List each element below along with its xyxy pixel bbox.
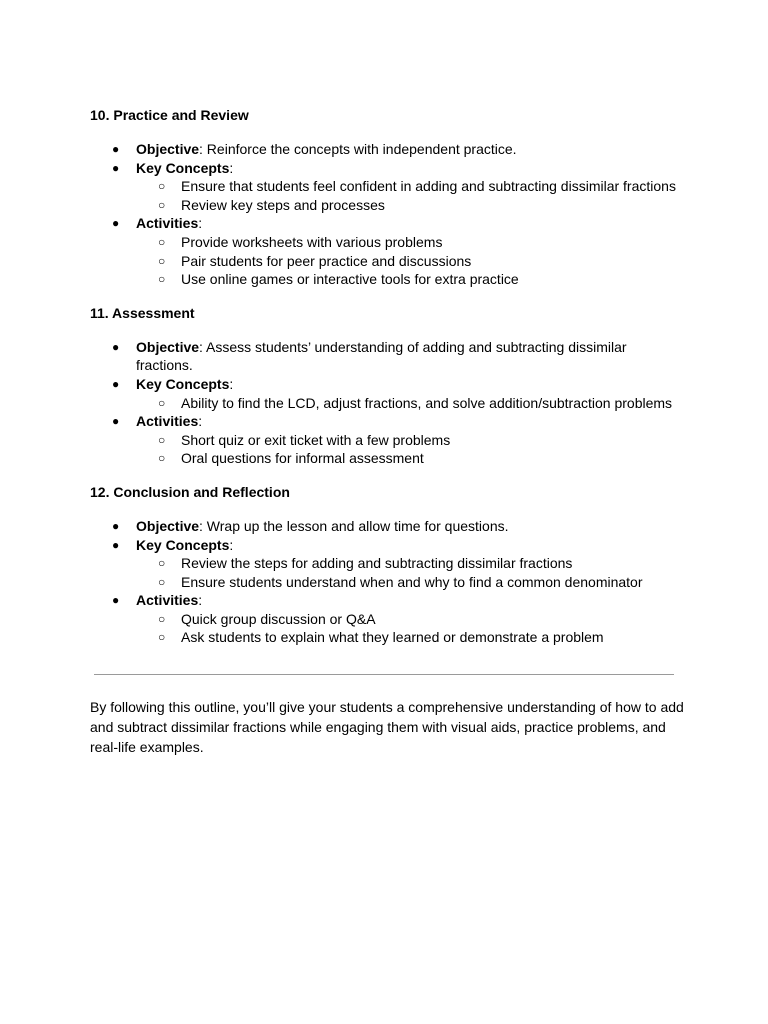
list-item: ○ Pair students for peer practice and discussions — [158, 252, 472, 269]
bullet-list — [90, 140, 678, 289]
closing-paragraph: By following this outline, you’ll give your students a comprehensive understanding of how to add and subtract dissimilar fractions while engaging them with visual aids, practice problems, and real-life examples. — [90, 699, 684, 756]
sub-list — [136, 177, 678, 214]
activities-label: Activities — [136, 413, 199, 430]
list-item-activities: ● Activities: ○ Quick group discussion or Q&A ○ Ask students to explain what they learned or demonstrate a problem — [90, 591, 678, 647]
activities-label: Activities — [136, 215, 199, 232]
bullet-list — [90, 338, 678, 468]
bullet-circle-icon: ○ — [158, 451, 166, 466]
section-heading: 11. Assessment — [90, 304, 195, 321]
list-item: ○ Short quiz or exit ticket with a few problems — [158, 431, 451, 448]
bullet-circle-icon: ○ — [158, 395, 166, 410]
objective-text: : Reinforce the concepts with independent practice. — [199, 141, 517, 157]
list-item: ○ Ensure students understand when and why to find a common denominator — [158, 573, 643, 590]
bullet-disc-icon: ● — [112, 160, 120, 175]
list-item: ○ Ask students to explain what they learned or demonstrate a problem — [158, 629, 604, 646]
section-heading: 12. Conclusion and Reflection — [90, 483, 290, 500]
sub-list — [136, 610, 678, 647]
objective-label: Objective — [136, 338, 200, 355]
key-concepts-label: Key Concepts — [136, 375, 230, 392]
activities-label: Activities — [136, 592, 199, 609]
bullet-circle-icon: ○ — [158, 432, 166, 447]
list-item: ○ Ability to find the LCD, adjust fractions, and solve addition/subtraction problems — [158, 394, 673, 411]
bullet-disc-icon: ● — [112, 142, 120, 156]
list-item-objective — [90, 517, 678, 536]
section-practice-review — [90, 105, 678, 289]
list-item-key-concepts: ● Key Concepts: ○ Review the steps for adding and subtracting dissimilar fractions ○ Ensure students understand when and why to find a common denominator — [90, 536, 678, 592]
section-conclusion-reflection — [90, 482, 678, 647]
sub-list — [136, 233, 678, 289]
bullet-disc-icon: ● — [112, 376, 120, 391]
bullet-circle-icon: ○ — [158, 234, 166, 249]
list-item: ○ Review the steps for adding and subtracting dissimilar fractions — [158, 555, 573, 572]
list-item-objective — [90, 140, 678, 159]
list-item-objective — [90, 338, 678, 375]
list-item-activities: ● Activities: ○ Provide worksheets with various problems ○ Pair students for peer practice and discussions ○ Use online games or interactive tools for extra practice — [90, 214, 678, 288]
bullet-disc-icon: ● — [112, 537, 120, 552]
bullet-circle-icon: ○ — [158, 556, 166, 571]
objective-label: Objective — [136, 517, 200, 534]
bullet-circle-icon: ○ — [158, 197, 166, 212]
section-assessment — [90, 303, 678, 468]
list-item: ○ Review key steps and processes — [158, 196, 385, 213]
bullet-circle-icon: ○ — [158, 574, 166, 589]
objective-text: : Assess students’ understanding of adding and subtracting dissimilar fractions. — [136, 338, 627, 374]
bullet-circle-icon: ○ — [158, 630, 166, 645]
objective-label: Objective — [136, 141, 200, 157]
bullet-circle-icon: ○ — [158, 272, 166, 287]
bullet-disc-icon: ● — [112, 339, 120, 354]
bullet-circle-icon: ○ — [158, 611, 166, 626]
list-item: ○ Provide worksheets with various problems — [158, 233, 443, 250]
bullet-disc-icon: ● — [112, 216, 120, 231]
bullet-disc-icon: ● — [112, 593, 120, 608]
list-item-key-concepts: ● Key Concepts: ○ Ensure that students feel confident in adding and subtracting dissimilar fractions ○ Review key steps and processes — [90, 159, 678, 215]
bullet-disc-icon: ● — [112, 414, 120, 429]
list-item-key-concepts: ● Key Concepts: ○ Ability to find the LCD, adjust fractions, and solve addition/subtraction problems — [90, 375, 678, 412]
key-concepts-label: Key Concepts — [136, 536, 230, 553]
horizontal-divider — [94, 674, 674, 675]
sub-list — [136, 554, 678, 591]
objective-text: : Wrap up the lesson and allow time for questions. — [199, 517, 509, 534]
document-page — [90, 105, 684, 757]
bullet-circle-icon: ○ — [158, 179, 166, 194]
bullet-disc-icon: ● — [112, 518, 120, 533]
list-item: ○ Ensure that students feel confident in adding and subtracting dissimilar fractions — [158, 178, 676, 195]
key-concepts-label: Key Concepts — [136, 159, 230, 176]
list-item: ○ Oral questions for informal assessment — [158, 450, 424, 467]
sub-list — [136, 394, 678, 413]
bullet-list — [90, 517, 678, 647]
sub-list — [136, 431, 678, 468]
section-heading: 10. Practice and Review — [90, 107, 249, 123]
list-item: ○ Quick group discussion or Q&A — [158, 610, 376, 627]
bullet-circle-icon: ○ — [158, 253, 166, 268]
list-item: ○ Use online games or interactive tools for extra practice — [158, 271, 519, 288]
list-item-activities: ● Activities: ○ Short quiz or exit ticket with a few problems ○ Oral questions for informal assessment — [90, 412, 678, 468]
